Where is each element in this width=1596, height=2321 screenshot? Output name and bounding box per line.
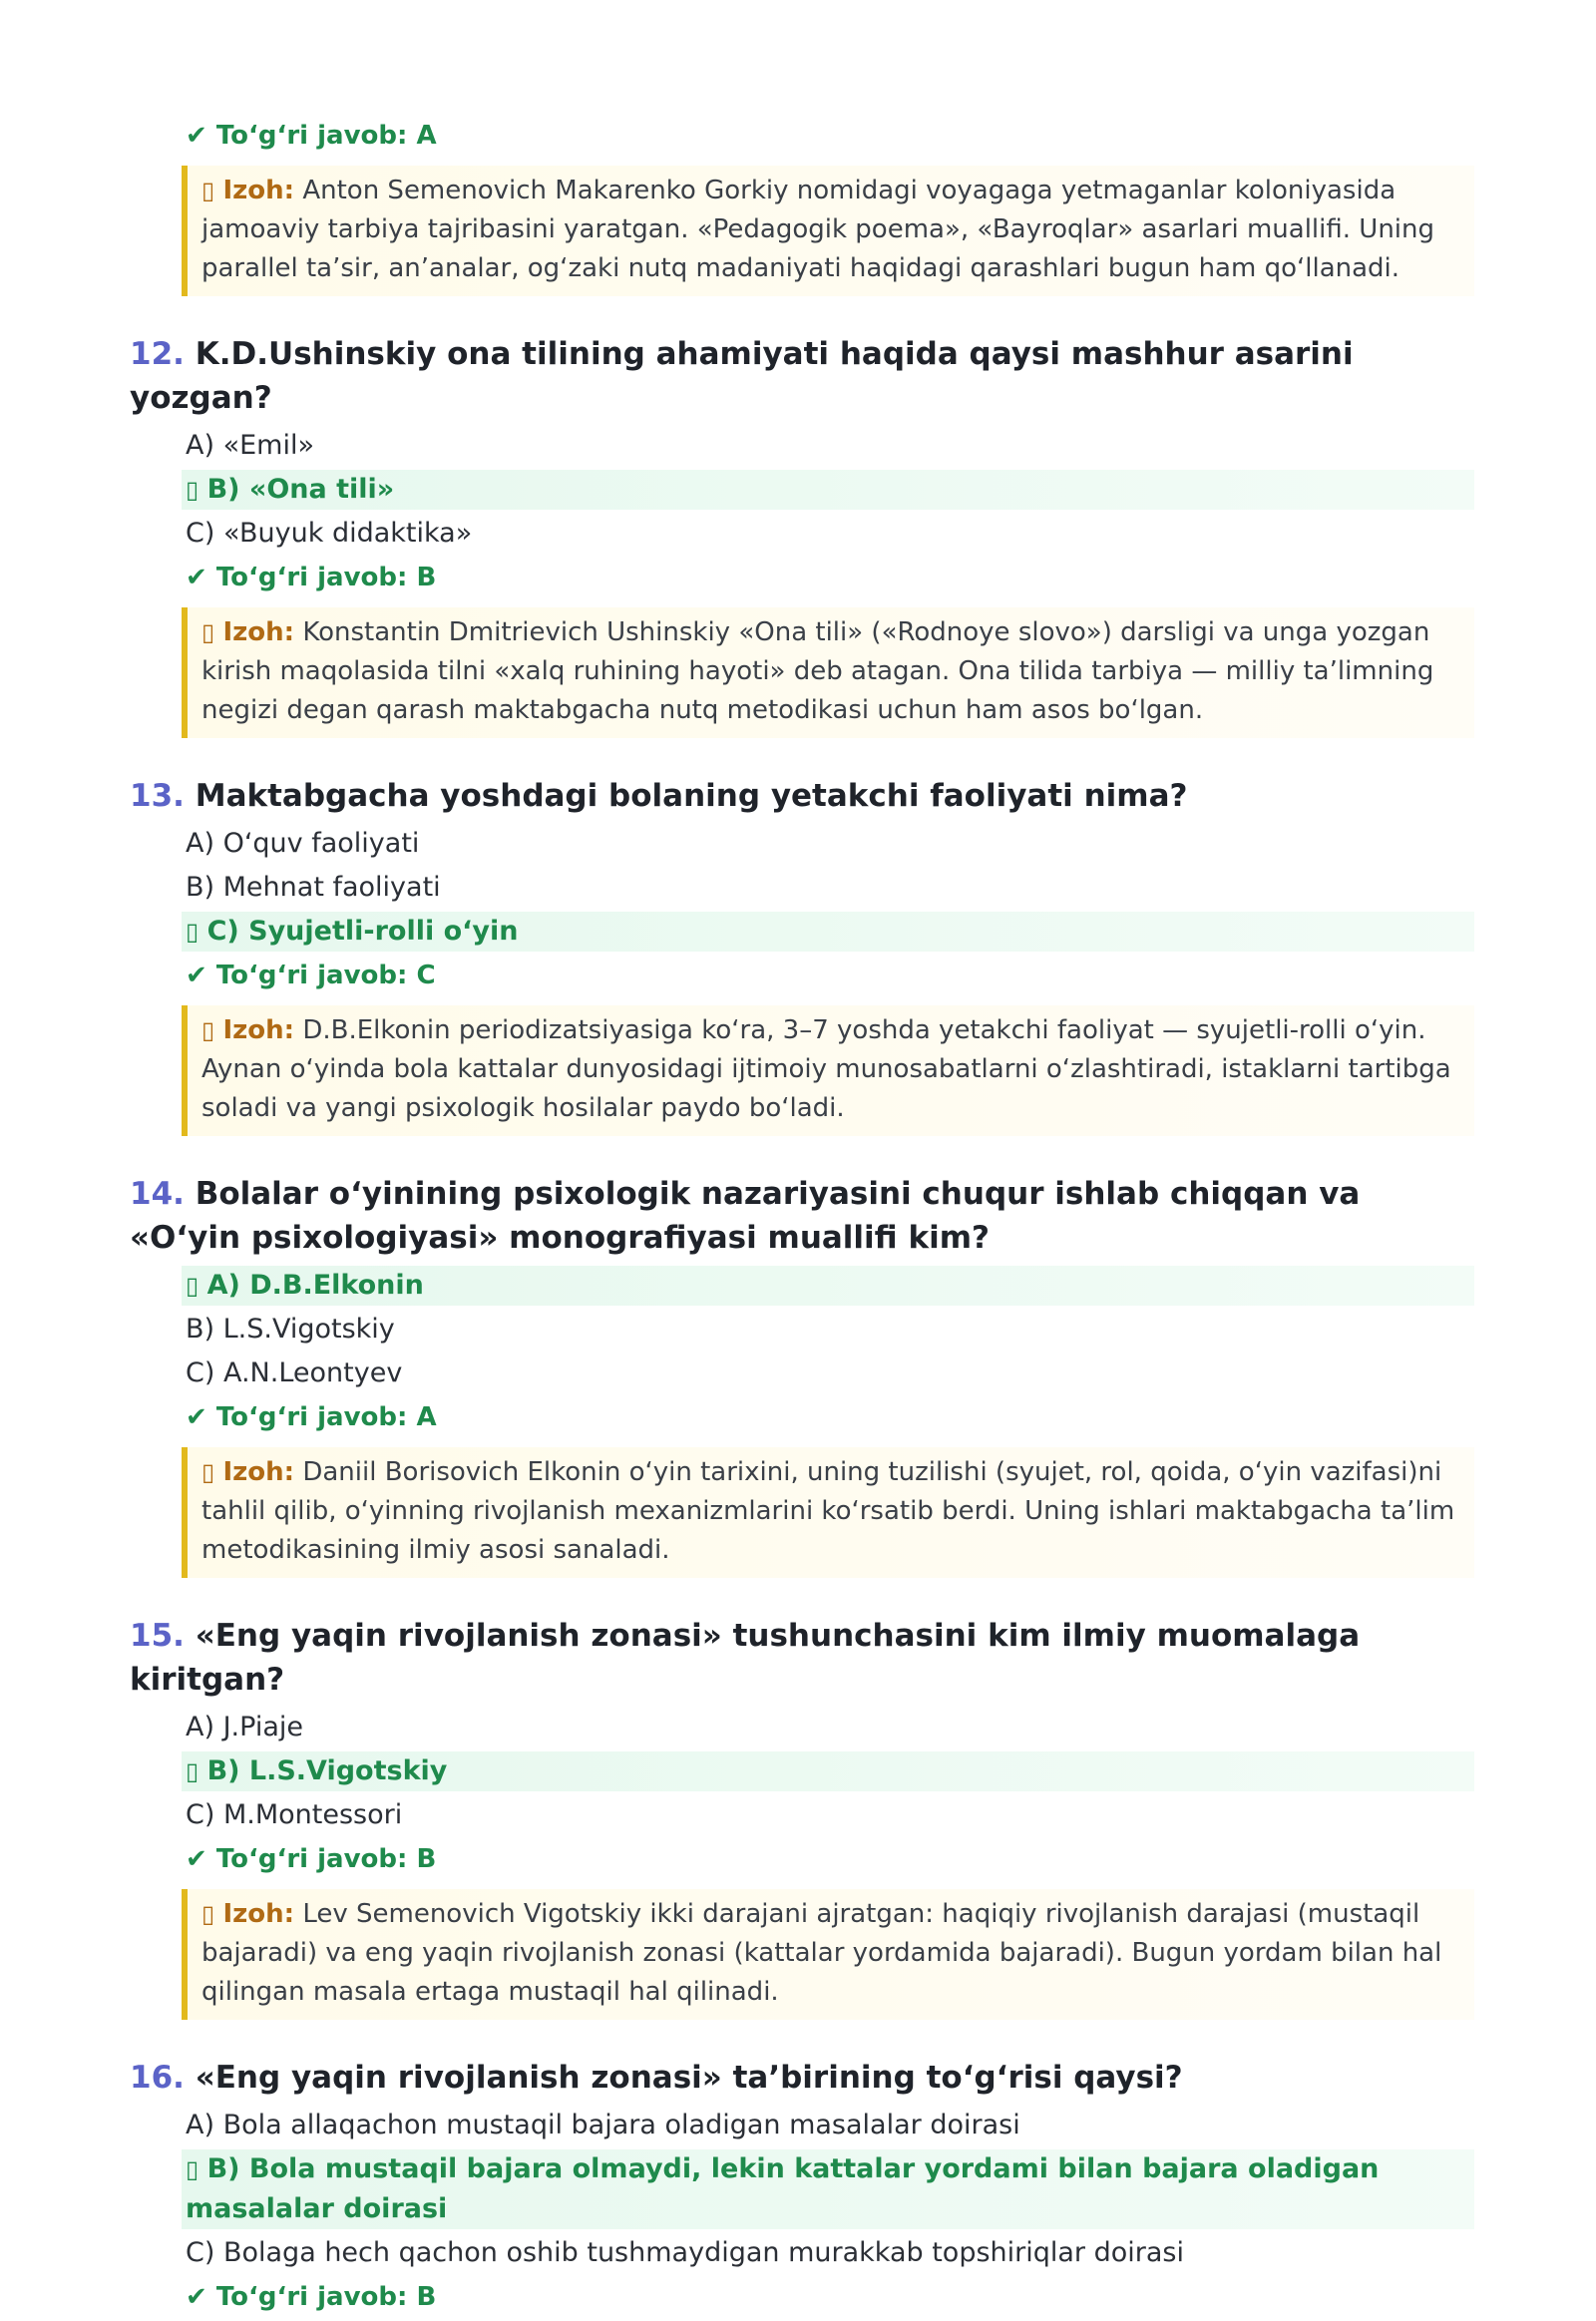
option-label: B) L.S.Vigotskiy [186,1314,395,1345]
option-label: A) J.Piaje [186,1712,303,1742]
question-12 [130,332,1466,738]
question-14 [130,1172,1466,1578]
option-c[interactable] [182,2233,1474,2273]
question-number: 15. [130,1618,185,1654]
explanation-note [182,1447,1474,1578]
note-text: Anton Semenovich Makarenko Gorkiy nomidagi voyagaga yetmaganlar koloniyasida jamoaviy tarbiya tajribasini yaratgan. «Pedagogik poema», «Bayroqlar» asarlari muallifi. Uning parallel ta’sir, an’analar, og‘zaki nutq madaniyati haqidagi qarashlari bugun ham qo‘llanadi. [201,176,1435,283]
correct-answer-line: ✔ To‘g‘ri javob: A [186,1402,437,1432]
option-b[interactable] [182,470,1474,510]
option-label: B) «Ona tili» [206,474,395,505]
check-box-icon: ▯ [186,476,207,504]
note-icon: ▯ [201,177,215,204]
question-text: «Eng yaqin rivojlanish zonasi» tushunchasini kim ilmiy muomalaga kiritgan? [130,1618,1361,1698]
option-label: B) Mehnat faoliyati [186,872,441,903]
question-13 [130,774,1466,1136]
option-label: C) A.N.Leontyev [186,1357,403,1388]
quiz-content [130,112,1466,2321]
question-text: «Eng yaqin rivojlanish zonasi» ta’birining to‘g‘risi qaysi? [184,2060,1183,2096]
previous-answer-block [130,116,1466,296]
note-icon: ▯ [201,1016,215,1044]
note-text: Konstantin Dmitrievich Ushinskiy «Ona tili» («Rodnoye slovo») darsligi va unga yozgan kirish maqolasida tilni «xalq ruhining hayoti» deb atagan. Ona tilida tarbiya — milliy ta’limning negizi degan qarash maktabgacha nutq metodikasi uchun ham asos bo‘lgan. [201,617,1434,725]
option-b[interactable] [182,868,1474,908]
option-label: A) O‘quv faoliyati [186,828,420,859]
option-c[interactable] [182,1795,1474,1835]
correct-answer-line: ✔ To‘g‘ri javob: B [186,563,437,592]
option-b[interactable] [182,1310,1474,1350]
option-b[interactable] [182,1751,1474,1791]
correct-answer-line: ✔ To‘g‘ri javob: C [186,961,436,990]
correct-answer-line: ✔ To‘g‘ri javob: B [186,2282,437,2312]
question-title [130,332,1466,420]
question-text: Maktabgacha yoshdagi bolaning yetakchi faoliyati nima? [184,778,1188,814]
option-a[interactable] [182,1266,1474,1306]
option-label: C) Syujetli-rolli o‘yin [206,916,519,947]
option-label: A) «Emil» [186,430,314,461]
note-icon: ▯ [201,1458,215,1486]
option-a[interactable] [182,1708,1474,1747]
option-label: C) M.Montessori [186,1799,403,1830]
question-number: 14. [130,1176,185,1212]
explanation-note [182,1005,1474,1136]
option-c[interactable] [182,514,1474,554]
option-label: A) D.B.Elkonin [206,1270,424,1301]
question-title [130,1172,1466,1260]
correct-answer-line: ✔ To‘g‘ri javob: A [186,121,437,151]
explanation-note [182,607,1474,738]
question-15 [130,1614,1466,2020]
question-title [130,774,1466,818]
question-title [130,2056,1466,2100]
note-text: Daniil Borisovich Elkonin o‘yin tarixini, uning tuzilishi (syujet, rol, qoida, o‘yin vazifasi)ni tahlil qilib, o‘yinning rivojlanish mexanizmlarini ko‘rsatib berdi. Uning ishlari maktabgacha ta’lim metodikasining ilmiy asosi sanaladi. [201,1457,1455,1565]
option-a[interactable] [182,824,1474,864]
option-label: C) Bolaga hech qachon oshib tushmaydigan murakkab topshiriqlar doirasi [186,2237,1184,2268]
option-label: C) «Buyuk didaktika» [186,518,473,549]
explanation-note [182,166,1474,296]
question-number: 13. [130,778,185,814]
option-a[interactable] [182,426,1474,466]
note-icon: ▯ [201,618,215,646]
note-icon: ▯ [201,1900,215,1928]
check-box-icon: ▯ [186,1757,207,1785]
check-box-icon: ▯ [186,1272,207,1300]
correct-answer-line: ✔ To‘g‘ri javob: B [186,1844,437,1874]
question-16 [130,2056,1466,2317]
check-box-icon: ▯ [186,2155,207,2183]
question-text: Bolalar o‘yinining psixologik nazariyasini chuqur ishlab chiqqan va «O‘yin psixologiyasi» monografiyasi muallifi kim? [130,1176,1361,1256]
question-text: K.D.Ushinskiy ona tilining ahamiyati haqida qaysi mashhur asarini yozgan? [130,336,1354,416]
note-label: Izoh: [222,1899,295,1929]
option-label: B) Bola mustaqil bajara olmaydi, lekin kattalar yordami bilan bajara oladigan masalalar doirasi [186,2153,1380,2224]
option-c[interactable] [182,912,1474,952]
option-c[interactable] [182,1354,1474,1393]
explanation-note [182,1889,1474,2020]
note-label: Izoh: [222,617,295,647]
question-title [130,1614,1466,1702]
option-label: B) L.S.Vigotskiy [206,1755,448,1786]
check-box-icon: ▯ [186,918,207,946]
note-label: Izoh: [222,1457,295,1487]
note-text: Lev Semenovich Vigotskiy ikki darajani ajratgan: haqiqiy rivojlanish darajasi (mustaqil bajaradi) va eng yaqin rivojlanish zonasi (kattalar yordamida bajaradi). Bugun yordam bilan hal qilingan masala ertaga mustaqil hal qilinadi. [201,1899,1442,2007]
question-number: 12. [130,336,185,372]
option-a[interactable] [182,2106,1474,2145]
option-b[interactable] [182,2149,1474,2229]
option-label: A) Bola allaqachon mustaqil bajara oladigan masalalar doirasi [186,2110,1020,2140]
note-label: Izoh: [222,1015,295,1045]
note-label: Izoh: [222,176,295,205]
note-text: D.B.Elkonin periodizatsiyasiga ko‘ra, 3–7 yoshda yetakchi faoliyat — syujetli-rolli o‘yin. Aynan o‘yinda bola kattalar dunyosidagi ijtimoiy munosabatlarni o‘zlashtiradi, istaklarni tartibga soladi va yangi psixologik hosilalar paydo bo‘ladi. [201,1015,1451,1123]
question-number: 16. [130,2060,185,2096]
